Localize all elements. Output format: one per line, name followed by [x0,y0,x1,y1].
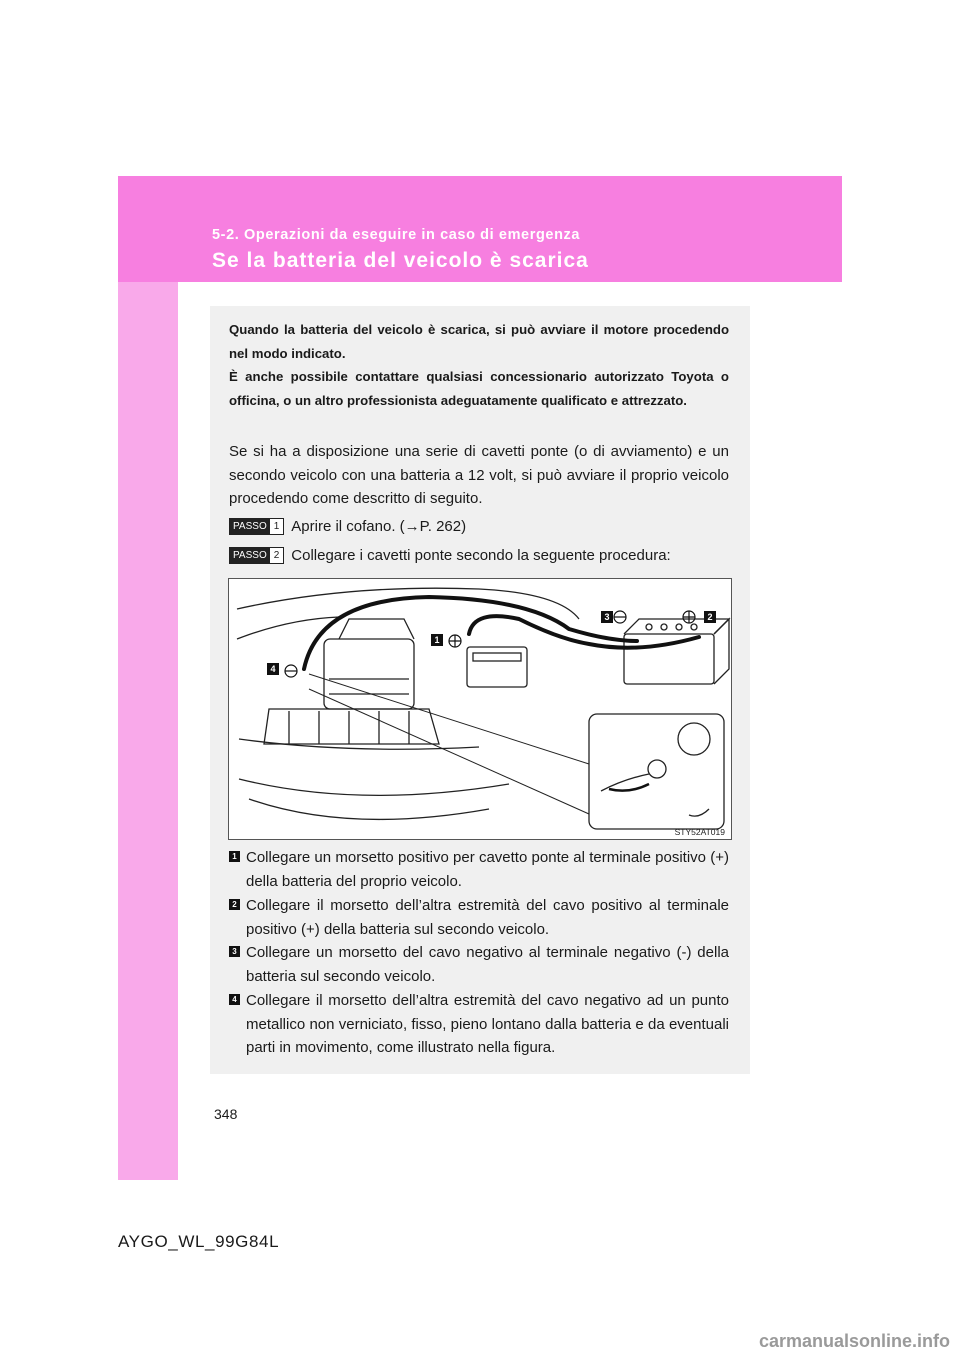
list-item [229,989,729,1060]
list-item [229,941,729,988]
step-text: Collegare i cavetti ponte secondo la seguente procedura: [291,547,671,564]
list-number: 2 [229,899,240,910]
section-subtitle: 5-2. Operazioni da eseguire in caso di emergenza [212,227,581,243]
callout-1: 1 [431,634,443,646]
step-1 [229,518,466,535]
list-item [229,894,729,941]
list-text: Collegare il morsetto dell’altra estremità del cavo negativo ad un punto metallico non verniciato, fisso, pieno lontano dalla batteria e da eventuali parti in movimento, come illustrato nella figura. [246,992,729,1056]
list-text: Collegare il morsetto dell’altra estremità del cavo positivo al terminale positivo (+) della batteria sul secondo veicolo. [246,897,729,938]
intro-line-2: È anche possibile contattare qualsiasi concessionario autorizzato Toyota o officina, o un altro professionista adeguatamente qualificato e attrezzato. [229,369,729,408]
step-badge-label: PASSO [230,548,270,563]
step-badge-number: 2 [270,548,284,563]
intro-line-1: Quando la batteria del veicolo è scarica, si può avviare il motore procedendo nel modo indicato. [229,322,729,361]
list-number: 3 [229,946,240,957]
list-number: 4 [229,994,240,1005]
list-text: Collegare un morsetto del cavo negativo al terminale negativo (-) della batteria sul secondo veicolo. [246,944,729,985]
page-number: 348 [214,1106,238,1122]
step-2 [229,547,671,564]
callout-4: 4 [267,663,279,675]
step-badge-label: PASSO [230,519,270,534]
step-text: Aprire il cofano. (→P. 262) [291,518,467,535]
margin-strip [118,282,178,1180]
intro-text [229,318,729,412]
page-title: Se la batteria del veicolo è scarica [212,249,589,272]
callout-3: 3 [601,611,613,623]
figure-code: STY52AT019 [674,827,725,837]
step-badge [229,547,284,564]
step-badge-number: 1 [270,519,284,534]
step-badge [229,518,284,535]
list-text: Collegare un morsetto positivo per cavetto ponte al terminale positivo (+) della batteria del proprio veicolo. [246,849,729,890]
list-item [229,846,729,893]
list-number: 1 [229,851,240,862]
document-code: AYGO_WL_99G84L [118,1232,280,1251]
callout-2: 2 [704,611,716,623]
watermark: carmanualsonline.info [758,1331,950,1351]
engine-bay-illustration [228,578,732,840]
body-paragraph: Se si ha a disposizione una serie di cavetti ponte (o di avviamento) e un secondo veicolo con una batteria a 12 volt, si può avviare il proprio veicolo procedendo come descritto di seguito. [229,443,729,507]
engine-bay-drawing [229,579,731,839]
